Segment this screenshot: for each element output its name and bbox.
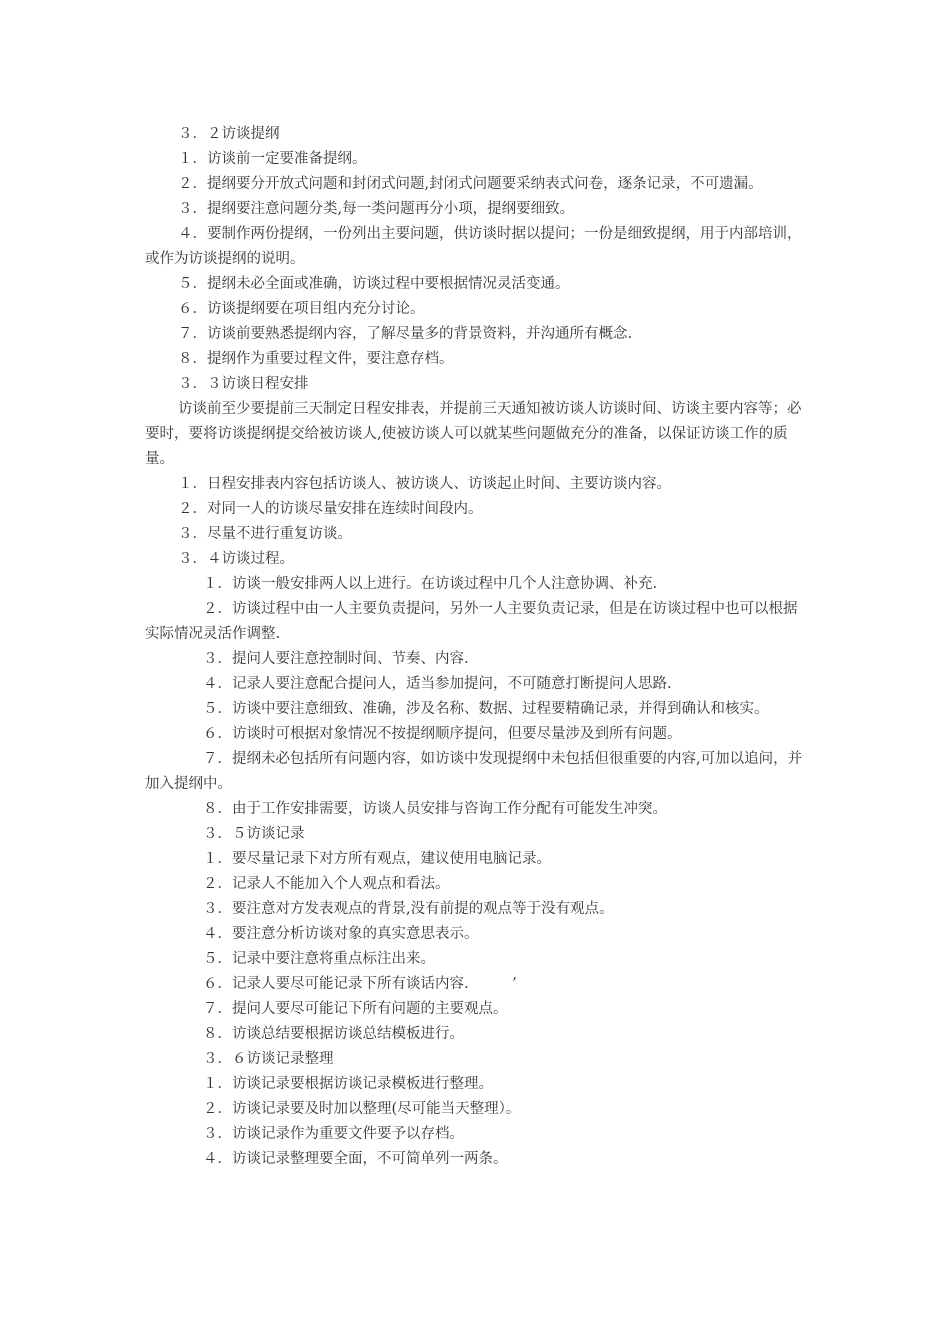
- section-heading: ３．２访谈提纲: [178, 126, 280, 142]
- list-item: ３．尽量不进行重复访谈。: [178, 526, 352, 542]
- list-item: ３．访谈记录作为重要文件要予以存档。: [203, 1126, 464, 1142]
- list-item: ８．由于工作安排需要，访谈人员安排与咨询工作分配有可能发生冲突。: [203, 801, 667, 817]
- list-item: ５．访谈中要注意细致、准确，涉及名称、数据、过程要精确记录，并得到确认和核实。: [203, 701, 769, 717]
- list-item: ７．访谈前要熟悉提纲内容，了解尽量多的背景资料，并沟通所有概念.: [178, 326, 633, 342]
- list-item: ３．提问人要注意控制时间、节奏、内容.: [203, 651, 469, 667]
- section-heading: ３．６访谈记录整理: [203, 1051, 334, 1067]
- list-item: ４．记录人要注意配合提问人，适当参加提问，不可随意打断提问人思路.: [203, 676, 672, 692]
- list-item: ５．提纲未必全面或准确，访谈过程中要根据情况灵活变通。: [178, 276, 570, 292]
- list-item: ７．提问人要尽可能记下所有问题的主要观点。: [203, 1001, 508, 1017]
- list-item: ４．要注意分析访谈对象的真实意思表示。: [203, 926, 479, 942]
- list-item: ８．提纲作为重要过程文件，要注意存档。: [178, 351, 454, 367]
- list-item: ３．提纲要注意问题分类,每一类问题再分小项，提纲要细致。: [178, 201, 575, 217]
- section-intro: 访谈前至少要提前三天制定日程安排表，并提前三天通知被访谈人访谈时间、访谈主要内容等；必要时，要将访谈提纲提交给被访谈人,使被访谈人可以就某些问题做充分的准备，以保证访谈工作的质量。: [145, 401, 802, 467]
- list-item: ２．对同一人的访谈尽量安排在连续时间段内。: [178, 501, 483, 517]
- list-item: ８．访谈总结要根据访谈总结模板进行。: [203, 1026, 464, 1042]
- list-item: ７．提纲未必包括所有问题内容，如访谈中发现提纲中未包括但很重要的内容,可加以追问，并加入提纲中。: [145, 751, 803, 792]
- list-item: ４．要制作两份提纲，一份列出主要问题，供访谈时据以提问；一份是细致提纲，用于内部培训，或作为访谈提纲的说明。: [145, 226, 802, 267]
- list-item: ５．记录中要注意将重点标注出来。: [203, 951, 435, 967]
- list-item: １．日程安排表内容包括访谈人、被访谈人、访谈起止时间、主要访谈内容。: [178, 476, 671, 492]
- section-heading: ３．３访谈日程安排: [178, 376, 309, 392]
- list-item: １．访谈一般安排两人以上进行。在访谈过程中几个人注意协调、补充.: [203, 576, 658, 592]
- list-item: ２．访谈记录要及时加以整理(尽可能当天整理）。: [203, 1101, 521, 1117]
- list-item: ６．访谈时可根据对象情况不按提纲顺序提问，但要尽量涉及到所有问题。: [203, 726, 682, 742]
- list-item: ３．要注意对方发表观点的背景,没有前提的观点等于没有观点。: [203, 901, 614, 917]
- list-item: １．要尽量记录下对方所有观点，建议使用电脑记录。: [203, 851, 551, 867]
- document-body: [145, 122, 810, 1172]
- list-item: ２．提纲要分开放式问题和封闭式问题,封闭式问题要采纳表式问卷，逐条记录，不可遗漏。: [178, 176, 763, 192]
- list-item: ６．记录人要尽可能记录下所有谈话内容. ’: [203, 976, 517, 992]
- list-item: ６．访谈提纲要在项目组内充分讨论。: [178, 301, 425, 317]
- list-item: ２．访谈过程中由一人主要负责提问，另外一人主要负责记录，但是在访谈过程中也可以根据实际情况灵活作调整.: [145, 601, 798, 642]
- section-heading: ３．４访谈过程。: [178, 551, 294, 567]
- section-heading: ３．５访谈记录: [203, 826, 305, 842]
- list-item: ４．访谈记录整理要全面，不可简单列一两条。: [203, 1151, 508, 1167]
- list-item: １．访谈前一定要准备提纲。: [178, 151, 367, 167]
- list-item: ２．记录人不能加入个人观点和看法。: [203, 876, 450, 892]
- list-item: １．访谈记录要根据访谈记录模板进行整理。: [203, 1076, 493, 1092]
